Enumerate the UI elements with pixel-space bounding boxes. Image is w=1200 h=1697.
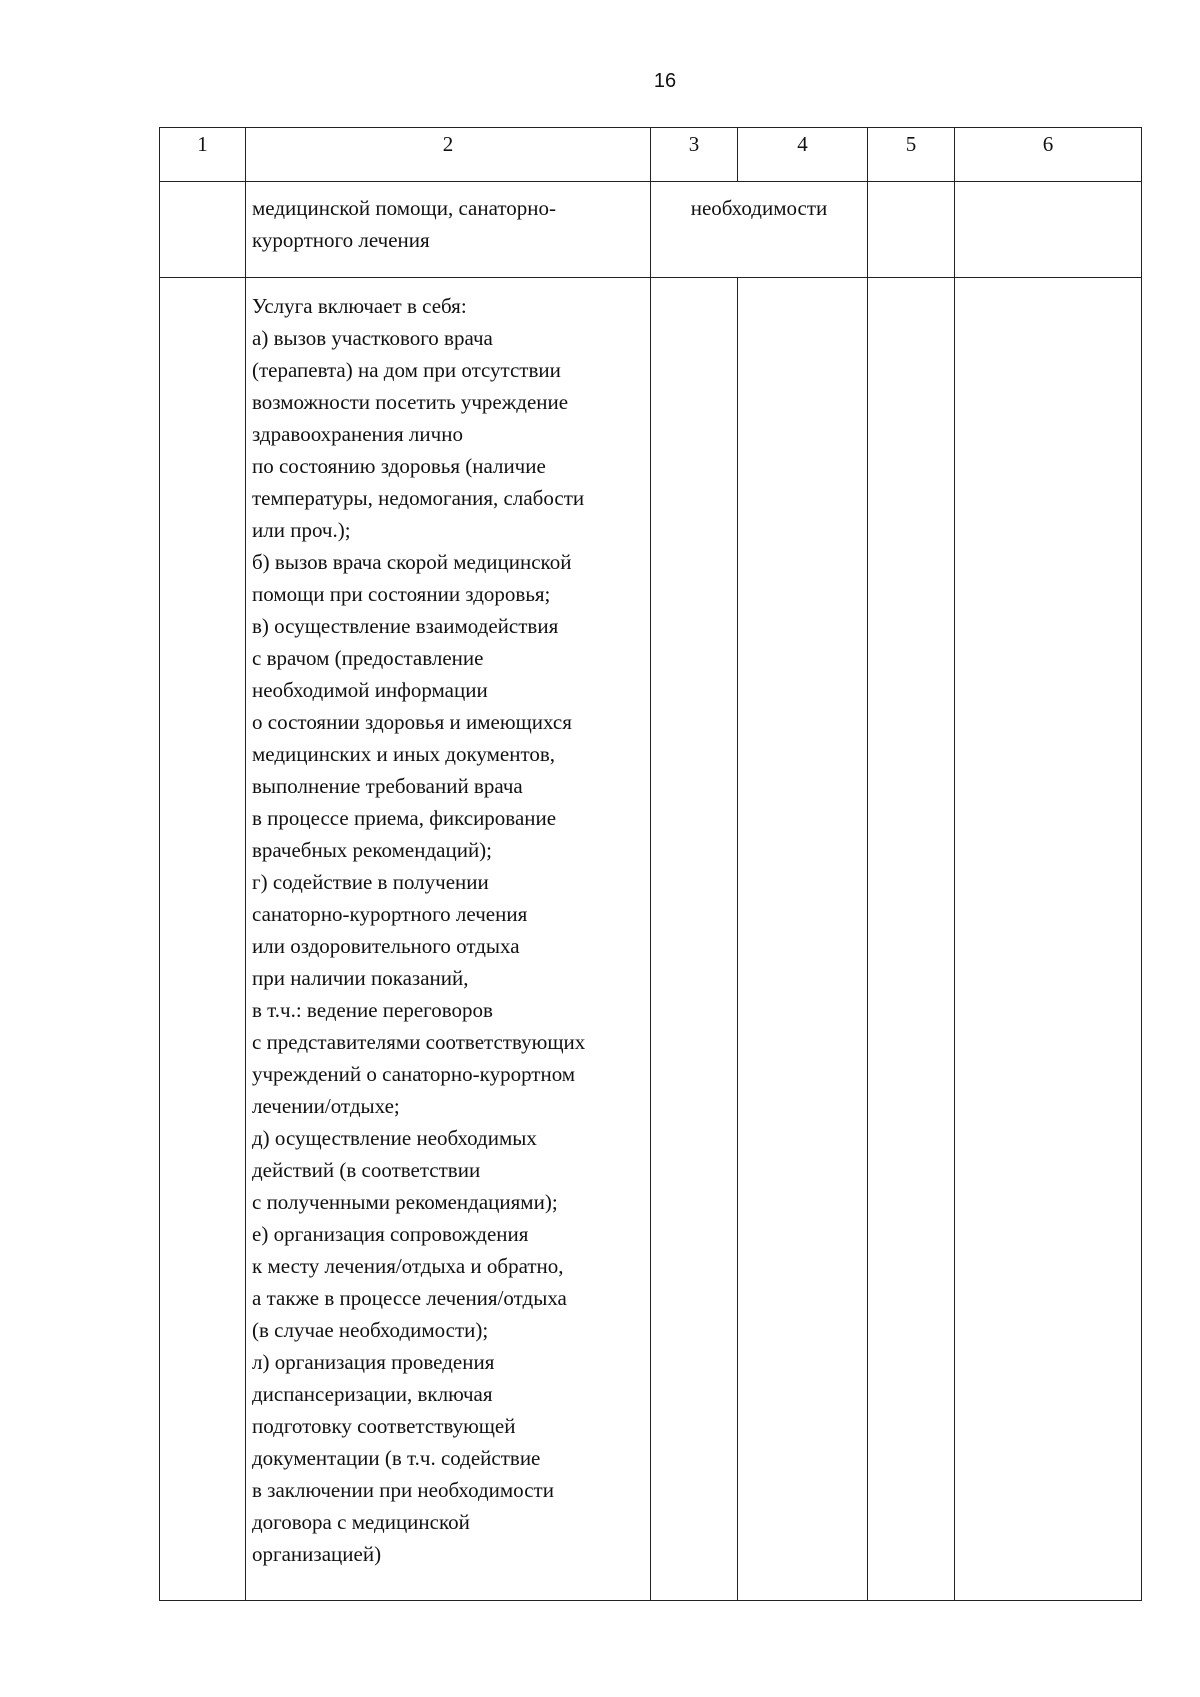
table-header-row <box>160 128 1142 182</box>
main-cell-3 <box>651 278 738 1601</box>
main-cell-4 <box>738 278 868 1601</box>
service-text-line: о состоянии здоровья и имеющихся <box>252 710 572 734</box>
page-number: 16 <box>653 70 677 92</box>
service-text-line: в т.ч.: ведение переговоров <box>252 998 493 1022</box>
service-text-line: в процессе приема, фиксирование <box>252 806 557 830</box>
service-text-line: помощи при состоянии здоровья; <box>252 582 551 606</box>
service-text-line: при наличии показаний, <box>252 966 469 990</box>
service-text-line: здравоохранения лично <box>252 422 463 446</box>
service-text-line: договора с медицинской <box>252 1510 470 1534</box>
main-cell-5 <box>868 278 955 1601</box>
service-text-line: с врачом (предоставление <box>252 646 484 670</box>
service-text-line: Услуга включает в себя: <box>252 294 467 318</box>
service-text-line: д) осуществление необходимых <box>252 1126 537 1150</box>
cont-text-line: курортного лечения <box>252 228 430 252</box>
service-text-line: по состоянию здоровья (наличие <box>252 454 546 478</box>
service-text-line: б) вызов врача скорой медицинской <box>252 550 572 574</box>
service-text-line: л) организация проведения <box>252 1350 495 1374</box>
service-text-line: действий (в соответствии <box>252 1158 481 1182</box>
service-text-line: лечении/отдыхе; <box>252 1094 400 1118</box>
service-text-line: г) содействие в получении <box>252 870 489 894</box>
cont-cell-1 <box>160 182 246 278</box>
header-col-4: 4 <box>738 128 868 182</box>
service-text-line: с представителями соответствующих <box>252 1030 586 1054</box>
service-text-line: санаторно-курортного лечения <box>252 902 528 926</box>
main-cell-2 <box>246 278 651 1601</box>
service-text-line: к месту лечения/отдыха и обратно, <box>252 1254 564 1278</box>
service-text-line: в заключении при необходимости <box>252 1478 554 1502</box>
service-text-line: медицинских и иных документов, <box>252 742 556 766</box>
cont-cell-2 <box>246 182 651 278</box>
header-col-2: 2 <box>246 128 651 182</box>
header-col-5: 5 <box>868 128 955 182</box>
service-text-line: (в случае необходимости); <box>252 1318 489 1342</box>
header-col-3: 3 <box>651 128 738 182</box>
service-text-line: а) вызов участкового врача <box>252 326 493 350</box>
service-text-line: или оздоровительного отдыха <box>252 934 520 958</box>
service-text-line: организацией) <box>252 1542 382 1566</box>
cont-text-line: медицинской помощи, санаторно- <box>252 196 556 220</box>
service-text-line: с полученными рекомендациями); <box>252 1190 558 1214</box>
service-text-line: необходимой информации <box>252 678 488 702</box>
continuation-row <box>160 182 1142 278</box>
service-text-line: документации (в т.ч. содействие <box>252 1446 541 1470</box>
service-text-line: выполнение требований врача <box>252 774 523 798</box>
main-cell-6 <box>955 278 1142 1601</box>
service-text-line: температуры, недомогания, слабости <box>252 486 585 510</box>
service-text-line: подготовку соответствующей <box>252 1414 516 1438</box>
service-text-line: а также в процессе лечения/отдыха <box>252 1286 567 1310</box>
service-text-line: или проч.); <box>252 518 351 542</box>
service-text-line: диспансеризации, включая <box>252 1382 493 1406</box>
service-text-line: врачебных рекомендаций); <box>252 838 493 862</box>
service-text-line: возможности посетить учреждение <box>252 390 569 414</box>
service-text-line: е) организация сопровождения <box>252 1222 529 1246</box>
services-table <box>159 127 1142 1601</box>
service-row <box>160 278 1142 1601</box>
service-text-line: в) осуществление взаимодействия <box>252 614 559 638</box>
service-text-line: учреждений о санаторно-курортном <box>252 1062 576 1086</box>
cont-cell-5 <box>868 182 955 278</box>
service-text-line: (терапевта) на дом при отсутствии <box>252 358 561 382</box>
cont-cell-6 <box>955 182 1142 278</box>
header-col-6: 6 <box>955 128 1142 182</box>
cont-cell-3-4: необходимости <box>651 182 868 278</box>
header-col-1: 1 <box>160 128 246 182</box>
main-cell-1 <box>160 278 246 1601</box>
